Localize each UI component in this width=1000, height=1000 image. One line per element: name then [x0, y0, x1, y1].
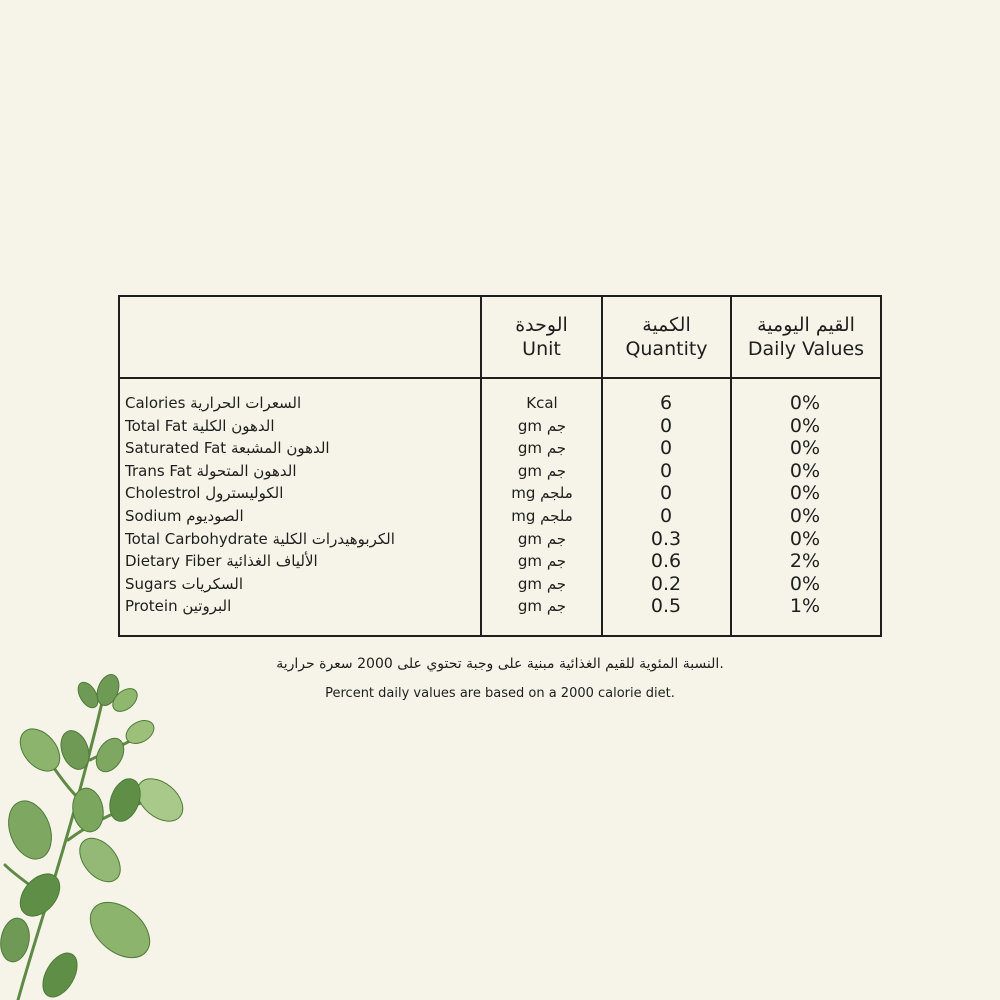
- row-quantity: 0: [659, 437, 673, 460]
- nutrition-table: [118, 295, 882, 637]
- row-name: Sodium الصوديوم: [125, 506, 244, 525]
- table-row: [120, 415, 880, 438]
- footnote-english: Percent daily values are based on a 2000 calorie diet.: [325, 686, 675, 701]
- row-unit: gm جم: [517, 439, 567, 458]
- table-row: [120, 437, 880, 460]
- header-quantity-en: Quantity: [625, 338, 708, 360]
- row-daily: 0%: [789, 414, 821, 437]
- row-unit: gm جم: [517, 416, 567, 435]
- row-name: Protein البروتين: [125, 597, 232, 616]
- row-daily: 0%: [789, 392, 821, 414]
- row-daily: 0%: [789, 504, 821, 527]
- header-quantity-ar: الكمية: [642, 314, 691, 336]
- row-daily: 0%: [789, 527, 821, 550]
- table-row: [120, 573, 880, 596]
- row-unit: mg ملجم: [511, 484, 573, 503]
- row-unit: gm جم: [517, 461, 567, 480]
- table-body: [120, 392, 880, 618]
- row-quantity: 6: [659, 392, 673, 414]
- table-row: [120, 505, 880, 528]
- herb-plant-illustration: [0, 660, 210, 1000]
- row-unit: mg ملجم: [511, 506, 573, 525]
- row-unit: gm جم: [517, 529, 567, 548]
- row-daily: 0%: [789, 482, 821, 505]
- header-daily-ar: القيم اليومية: [757, 314, 855, 336]
- row-daily: 1%: [789, 595, 821, 618]
- header-divider: [120, 377, 880, 379]
- row-daily: 0%: [789, 437, 821, 460]
- header-daily: [732, 297, 880, 377]
- row-name: Sugars السكريات: [125, 574, 244, 593]
- table-row: [120, 528, 880, 551]
- row-quantity: 0.3: [650, 527, 682, 550]
- row-unit: gm جم: [517, 597, 567, 616]
- table-row: [120, 482, 880, 505]
- table-row: [120, 460, 880, 483]
- footnote-arabic: النسبة المئوية للقيم الغذائية مبنية على وجبة تحتوي على 2000 سعرة حرارية.: [276, 656, 724, 672]
- row-daily: 0%: [789, 459, 821, 482]
- header-daily-en: Daily Values: [747, 338, 865, 360]
- row-quantity: 0: [659, 482, 673, 505]
- row-daily: 0%: [789, 572, 821, 595]
- header-unit-ar: الوحدة: [515, 314, 568, 336]
- header-unit: [482, 297, 601, 377]
- row-quantity: 0: [659, 459, 673, 482]
- table-row: [120, 550, 880, 573]
- row-quantity: 0.2: [650, 572, 682, 595]
- row-name: Cholestrol الكوليسترول: [125, 484, 284, 503]
- table-row: [120, 392, 880, 415]
- row-unit: gm جم: [517, 574, 567, 593]
- row-name: Saturated Fat الدهون المشبعة: [125, 439, 330, 458]
- row-daily: 2%: [789, 550, 821, 573]
- row-quantity: 0: [659, 504, 673, 527]
- row-name: Total Fat الدهون الكلية: [125, 416, 275, 435]
- row-quantity: 0.6: [650, 550, 682, 573]
- table-row: [120, 595, 880, 618]
- row-quantity: 0: [659, 414, 673, 437]
- header-unit-en: Unit: [522, 338, 561, 360]
- row-unit: Kcal: [526, 394, 558, 412]
- row-unit: gm جم: [517, 552, 567, 571]
- header-quantity: [603, 297, 730, 377]
- row-name: Calories السعرات الحرارية: [125, 394, 302, 412]
- row-name: Trans Fat الدهون المتحولة: [125, 461, 297, 480]
- row-name: Total Carbohydrate الكربوهيدرات الكلية: [125, 529, 395, 548]
- row-name: Dietary Fiber الألياف الغذائية: [125, 552, 318, 571]
- row-quantity: 0.5: [650, 595, 682, 618]
